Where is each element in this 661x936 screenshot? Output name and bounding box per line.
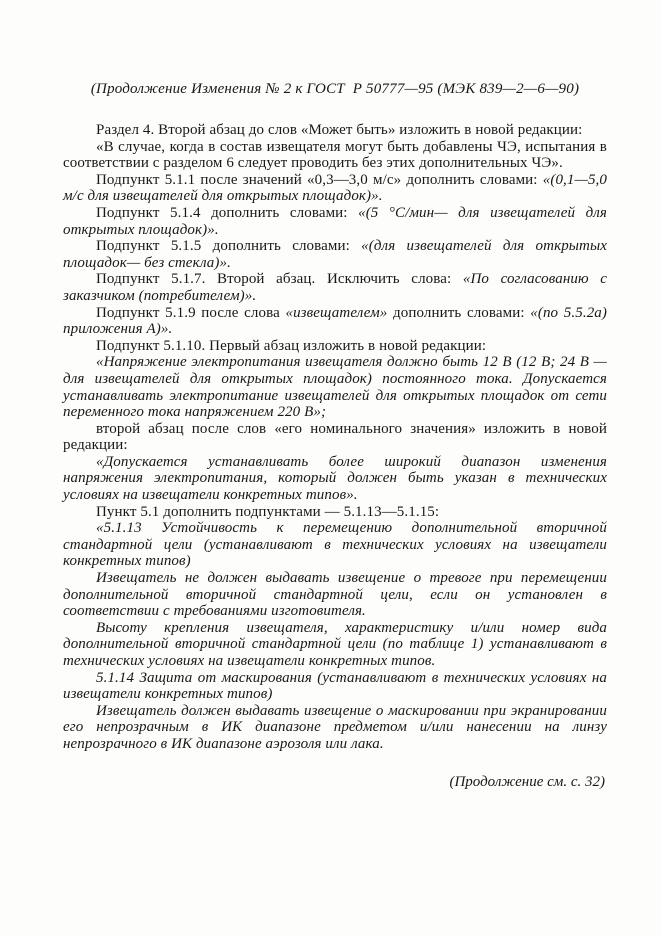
quoted-italic-text: «Напряжение электропитания извещателя должно быть 12 В (12 В; 24 В — для извещателей для открытых площадок) постоянного тока. Допускается устанавливать электропитание извещателей для открытых площадок от сети переменного тока напряжением 220 В»;	[63, 354, 607, 421]
paragraph	[63, 504, 607, 521]
paragraph	[63, 271, 607, 304]
page-header-note: (Продолжение Изменения № 2 к ГОСТ Р 50777—95 (МЭК 839—2—6—90)	[90, 81, 580, 97]
paragraph	[63, 421, 607, 454]
quoted-italic-text: «(по 5.5.2а) приложения А)».	[63, 304, 607, 338]
quoted-italic-text: Извещатель не должен выдавать извещение о тревоге при перемещении дополнительной вторичной стандартной цели, если он установлен в соответствии с требованиями изготовителя.	[63, 570, 607, 620]
body-text: Подпункт 5.1.5 дополнить словами:	[96, 238, 362, 255]
paragraph	[63, 205, 607, 238]
body-text: Подпункт 5.1.9 после слова	[96, 304, 286, 321]
quoted-italic-text: «По согласованию с заказчиком (потребителем)».	[63, 271, 607, 304]
quoted-italic-text: «(0,1—5,0 м/с для извещателей для открытых площадок)».	[63, 171, 607, 205]
paragraph	[63, 305, 607, 338]
paragraph	[63, 122, 607, 139]
paragraph	[63, 139, 607, 172]
quoted-italic-text: «(5 °С/мин— для извещателей для открытых площадок)».	[63, 204, 607, 238]
quoted-italic-text: «(для извещателей для открытых площадок— без стекла)».	[63, 238, 608, 271]
body-text: второй абзац после слов «его номинального значения» изложить в новой редакции:	[63, 420, 607, 454]
paragraph	[63, 570, 607, 620]
paragraph	[63, 238, 607, 271]
paragraph	[63, 670, 607, 703]
page-footer-note: (Продолжение см. с. 32)	[449, 773, 605, 790]
body-text: дополнить словами:	[387, 304, 531, 321]
body-text: Пункт 5.1 дополнить подпунктами — 5.1.13—5.1.15:	[96, 503, 440, 520]
body-text: Подпункт 5.1.4 дополнить словами:	[96, 204, 359, 221]
quoted-italic-text: «5.1.13 Устойчивость к перемещению дополнительной вторичной стандартной цели (устанавливают в технических условиях на извещатели конкретных типов)	[63, 520, 607, 570]
document-body	[63, 122, 607, 753]
body-text: Раздел 4. Второй абзац до слов «Может быть» изложить в новой редакции:	[96, 122, 583, 138]
quoted-italic-text: Высоту крепления извещателя, характеристику и/или номер вида дополнительной вторичной стандартной цели (по таблице 1) устанавливают в технических условиях на извещатели конкретных типов.	[63, 619, 607, 669]
quoted-italic-text: Извещатель должен выдавать извещение о маскировании при экранировании его непрозрачным в ИК диапазоне предметом и/или нанесении на линзу непрозрачного в ИК диапазоне аэрозоля или лака.	[63, 702, 607, 752]
paragraph	[63, 172, 607, 205]
paragraph	[63, 703, 607, 753]
paragraph	[63, 454, 607, 504]
paragraph	[63, 520, 607, 570]
quoted-italic-text: «извещателем»	[285, 304, 388, 321]
body-text: Подпункт 5.1.7. Второй абзац. Исключить слова:	[96, 271, 463, 288]
body-text: Подпункт 5.1.1 после значений «0,3—3,0 м/с» дополнить словами:	[96, 171, 543, 188]
paragraph	[63, 338, 607, 355]
paragraph	[63, 620, 607, 670]
quoted-italic-text: «Допускается устанавливать более широкий диапазон изменения напряжения электропитания, который должен быть указан в технических условиях на извещатели конкретных типов».	[63, 453, 607, 504]
quoted-italic-text: 5.1.14 Защита от маскирования (устанавливают в технических условиях на извещатели конкретных типов)	[63, 669, 607, 703]
paragraph	[63, 354, 607, 420]
body-text: Подпункт 5.1.10. Первый абзац изложить в новой редакции:	[96, 337, 487, 354]
body-text: «В случае, когда в состав извещателя могут быть добавлены ЧЭ, испытания в соответствии с разделом 6 следует проводить без этих дополнительных ЧЭ».	[63, 138, 607, 172]
